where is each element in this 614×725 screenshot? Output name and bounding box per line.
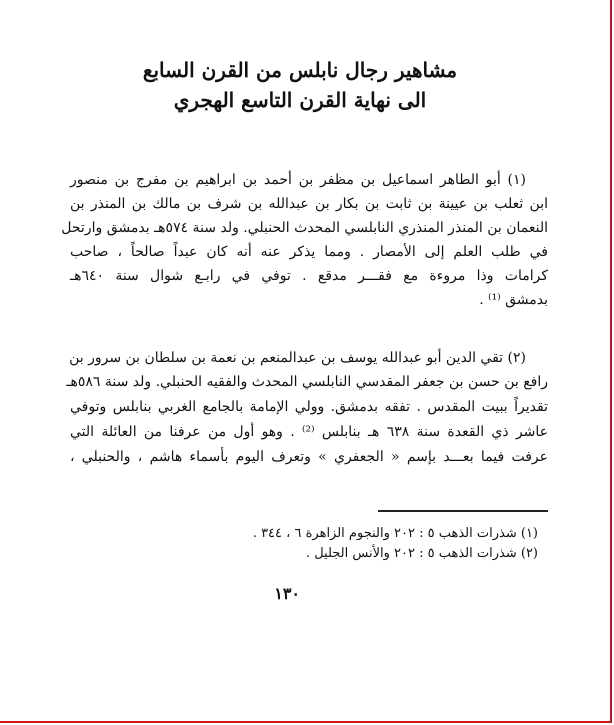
entry-1-line-3: النعمان بن المنذر المنذري النابلسي المحدث الحنبلي. ولد سنة ٥٧٤هـ بدمشق وارتحل [61,220,548,236]
entry-1-line-4: في طلب العلم إلى الأمصار . ومما يذكر عنه أنه كان عبداً صالحاً ، صاحب [70,244,548,260]
entry-1-line-1: (١) أبو الطاهر اسماعيل بن مظفر بن أحمد بن ابراهيم بن مفرج بن منصور [70,172,526,188]
entry-2-line-5: عرفت فيما بعـــد بإسم « الجعفري » وتعرف اليوم بأسماء هاشم ، والحنبلي ، [70,449,548,465]
footnote-divider [378,510,548,512]
page-number: ١٣٠ [274,584,300,603]
entry-2-line-4: عاشر ذي القعدة سنة ٦٣٨ هـ بنابلس ⁽²⁾ . وهو أول من عرفنا من العائلة التي [70,424,549,440]
entry-2-line-1: (٢) تقي الدين أبو عبدالله يوسف بن عبدالمنعم بن نعمة بن سلطان بن سرور بن [69,350,526,366]
entry-1-line-2: ابن ثعلب بن عيينة بن ثابت بن بكار بن عبدالله بن شرف بن مالك بن المنذر بن [70,196,548,212]
page-title-line-1: مشاهير رجال نابلس من القرن السابع [142,58,458,82]
footnote-2: (٢) شذرات الذهب ٥ : ٢٠٢ والأنس الجليل . [305,546,538,561]
footnote-1: (١) شذرات الذهب ٥ : ٢٠٢ والنجوم الزاهرة ٦ ، ٣٤٤ . [252,526,538,541]
entry-2-line-2: رافع بن حسن بن جعفر المقدسي النابلسي المحدث والفقيه الحنبلي. ولد سنة ٥٨٦هـ [66,374,548,390]
entry-1-line-6: بدمشق ⁽¹⁾ . [479,292,548,308]
entry-2-line-3: تقديراً ببيت المقدس . تفقه بدمشق. وولي الإمامة بالجامع الغربي بنابلس وتوفي [70,399,548,415]
page-title-line-2: الى نهاية القرن التاسع الهجري [173,88,427,112]
entry-1-line-5: كرامات وذا مروءة مع فقـــر مدقع . توفي في رابـع شوال سنة ٦٤٠هـ [70,268,548,284]
